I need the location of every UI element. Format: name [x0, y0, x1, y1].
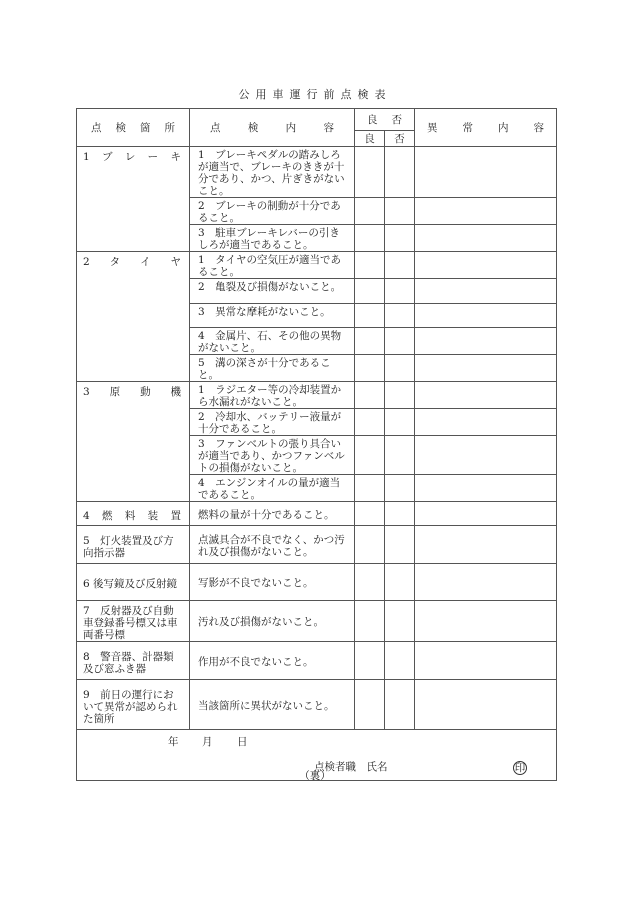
inspection-item: [77, 680, 190, 730]
abnormal-cell[interactable]: [415, 502, 557, 526]
abnormal-cell[interactable]: [415, 436, 557, 475]
pass-cell[interactable]: [355, 564, 385, 601]
fail-cell[interactable]: [385, 680, 415, 730]
pass-cell[interactable]: [355, 409, 385, 436]
abnormal-cell[interactable]: [415, 225, 557, 252]
inspection-content-text: 1 タイヤの空気圧が適当であること。: [198, 254, 341, 278]
inspection-content-text: 3 ファンベルトの張り具合いが適当であり、かつファンベルトの損傷がないこと。: [198, 438, 345, 474]
fail-cell[interactable]: [385, 147, 415, 198]
header-pass-fail-text: [355, 114, 414, 126]
inspection-item: [77, 642, 190, 680]
inspection-row: [77, 147, 557, 198]
item-label-part: レ: [124, 151, 136, 163]
inspection-content-text: 1 ブレーキペダルの踏みしろが適当で、ブレーキのききが十分であり、かつ、片ぎきがないこと。: [198, 149, 345, 197]
inspection-item: [77, 147, 190, 252]
abnormal-cell[interactable]: [415, 279, 557, 304]
inspection-content-text: 点滅具合が不良でなく、かつ汚れ及び損傷がないこと。: [198, 533, 345, 558]
inspection-content: [190, 475, 355, 502]
header-char: 容: [323, 121, 334, 134]
inspection-content-text: 燃料の量が十分であること。: [198, 508, 335, 521]
header-content: [190, 109, 355, 147]
fail-cell[interactable]: [385, 502, 415, 526]
month-field[interactable]: 月: [202, 736, 213, 748]
inspection-item-label: 7 反射器及び自動車登録番号標又は車両番号標: [83, 605, 178, 641]
form-title: 公用車運行前点検表: [238, 88, 392, 101]
abnormal-cell[interactable]: [415, 252, 557, 279]
inspection-content: [190, 355, 355, 382]
inspection-content: [190, 502, 355, 526]
fail-cell[interactable]: [385, 328, 415, 355]
inspection-content-text: 当該箇所に異状がないこと。: [198, 699, 335, 712]
item-label-part: 装: [147, 509, 159, 522]
inspection-content-text: 汚れ及び損傷がないこと。: [198, 616, 324, 628]
abnormal-cell[interactable]: [415, 564, 557, 601]
inspection-content: [190, 147, 355, 198]
abnormal-cell[interactable]: [415, 642, 557, 680]
inspection-item: [77, 601, 190, 642]
inspection-row: [77, 502, 557, 526]
fail-cell[interactable]: [385, 526, 415, 564]
item-label-part: 機: [170, 386, 181, 398]
pass-cell[interactable]: [355, 502, 385, 526]
pass-cell[interactable]: [355, 252, 385, 279]
inspection-content: [190, 642, 355, 680]
abnormal-cell[interactable]: [415, 382, 557, 409]
inspection-content-text: 1 ラジエター等の冷却装置から水漏れがないこと。: [198, 384, 342, 408]
fail-cell[interactable]: [385, 409, 415, 436]
inspection-content: [190, 601, 355, 642]
inspection-item-label: [83, 256, 183, 268]
inspection-item-label: 9 前日の運行において異常が認められた箇所: [83, 688, 178, 725]
fail-cell[interactable]: [385, 436, 415, 475]
inspection-content-text: 4 金属片、石、その他の異物がないこと。: [198, 330, 342, 354]
pass-cell[interactable]: [355, 304, 385, 328]
inspection-content: [190, 680, 355, 730]
abnormal-cell[interactable]: [415, 409, 557, 436]
inspection-content-text: 2 亀裂及び損傷がないこと。: [198, 281, 342, 293]
item-label-part: 1: [83, 151, 90, 163]
fail-cell[interactable]: [385, 198, 415, 225]
fail-cell[interactable]: [385, 279, 415, 304]
inspection-row: [77, 252, 557, 279]
abnormal-cell[interactable]: [415, 304, 557, 328]
item-label-part: 2: [83, 256, 90, 268]
item-label-part: タ: [109, 256, 121, 268]
inspection-row: [77, 382, 557, 409]
fail-cell[interactable]: [385, 304, 415, 328]
inspection-content: [190, 279, 355, 304]
header-char: 内: [285, 121, 297, 134]
abnormal-cell[interactable]: [415, 601, 557, 642]
inspection-row: [77, 680, 557, 730]
fail-cell[interactable]: [385, 355, 415, 382]
fail-cell[interactable]: [385, 475, 415, 502]
inspection-content: [190, 198, 355, 225]
pass-cell[interactable]: [355, 680, 385, 730]
inspection-item-label: [83, 386, 183, 398]
inspection-item-label: 8 警音器、計器類及び窓ふき器: [83, 650, 174, 675]
header-char: 内: [498, 121, 509, 134]
pass-cell[interactable]: [355, 382, 385, 409]
fail-cell[interactable]: [385, 225, 415, 252]
header-fail: 否: [385, 131, 415, 147]
abnormal-cell[interactable]: [415, 680, 557, 730]
inspection-content: [190, 409, 355, 436]
inspection-row: [77, 601, 557, 642]
day-field[interactable]: 日: [237, 736, 248, 748]
seal-mark: 印: [514, 761, 526, 774]
inspection-content: [190, 225, 355, 252]
inspection-content-text: 5 溝の深さが十分であること。: [198, 357, 331, 381]
inspection-item: [77, 382, 190, 502]
inspection-content: [190, 564, 355, 601]
pass-cell[interactable]: [355, 147, 385, 198]
header-pass-fail: [355, 109, 415, 131]
fail-cell[interactable]: [385, 382, 415, 409]
inspector-name-field[interactable]: 点検者職 氏名: [314, 761, 388, 773]
inspection-row: [77, 642, 557, 680]
item-label-part: イ: [140, 256, 151, 268]
item-label-part: ー: [147, 151, 159, 163]
header-abnormal: [415, 109, 557, 147]
fail-cell[interactable]: [385, 601, 415, 642]
inspection-content: [190, 328, 355, 355]
pass-cell[interactable]: [355, 526, 385, 564]
header-char: 箇: [140, 121, 151, 134]
item-label-part: 動: [140, 386, 151, 398]
fail-cell[interactable]: [385, 252, 415, 279]
pass-cell[interactable]: [355, 279, 385, 304]
header-char: 容: [533, 121, 544, 134]
inspection-content: [190, 436, 355, 475]
inspection-content-text: 3 異常な摩耗がないこと。: [198, 306, 331, 318]
pass-cell[interactable]: [355, 436, 385, 475]
fail-cell[interactable]: [385, 564, 415, 601]
inspection-content-text: 2 冷却水、バッテリー液量が十分であること。: [198, 411, 342, 435]
inspection-content: [190, 252, 355, 279]
inspection-item: [77, 252, 190, 382]
abnormal-cell[interactable]: [415, 198, 557, 225]
header-char: 点: [210, 121, 221, 134]
abnormal-cell[interactable]: [415, 328, 557, 355]
header-char: 常: [462, 121, 473, 134]
header-char: 否: [391, 113, 402, 126]
inspection-content: [190, 304, 355, 328]
header-char: 良: [367, 113, 378, 126]
abnormal-cell[interactable]: [415, 355, 557, 382]
item-label-part: 置: [170, 509, 181, 522]
header-location: [77, 109, 190, 147]
inspection-table: [76, 108, 557, 781]
item-label-part: ヤ: [170, 256, 181, 268]
pass-cell[interactable]: [355, 642, 385, 680]
abnormal-cell[interactable]: [415, 475, 557, 502]
inspection-item: [77, 526, 190, 564]
pass-cell[interactable]: [355, 328, 385, 355]
pass-cell[interactable]: [355, 225, 385, 252]
item-label-part: 4: [83, 509, 90, 522]
inspection-item-label: [83, 510, 183, 522]
item-label-part: ブ: [102, 151, 113, 163]
pass-cell[interactable]: [355, 198, 385, 225]
year-field[interactable]: 年: [168, 736, 179, 748]
item-label-part: 料: [124, 509, 136, 522]
inspection-content: [190, 382, 355, 409]
inspection-content-text: 写影が不良でないこと。: [198, 577, 314, 589]
item-label-part: 3: [83, 386, 90, 398]
inspection-item: [77, 502, 190, 526]
abnormal-cell[interactable]: [415, 526, 557, 564]
inspection-item-label: [83, 151, 183, 163]
header-pass: 良: [355, 131, 385, 147]
header-location-text: [77, 122, 189, 134]
inspection-content-text: 作用が不良でないこと。: [198, 655, 314, 668]
header-char: 検: [115, 121, 126, 134]
back-side-label: （裏）: [299, 770, 331, 782]
inspection-item-label: 6 後写鏡及び反射鏡: [83, 578, 178, 590]
fail-cell[interactable]: [385, 642, 415, 680]
inspection-item-label: 5 灯火装置及び方向指示器: [83, 534, 174, 559]
item-label-part: 原: [109, 386, 121, 398]
inspection-row: [77, 526, 557, 564]
header-char: 異: [427, 121, 438, 134]
item-label-part: 燃: [102, 509, 113, 522]
inspection-item: [77, 564, 190, 601]
pass-cell[interactable]: [355, 355, 385, 382]
pass-cell[interactable]: [355, 475, 385, 502]
inspection-content-text: 2 ブレーキの制動が十分であること。: [198, 200, 341, 224]
header-char: 検: [247, 121, 259, 134]
inspection-content-text: 3 駐車ブレーキレバーの引きしろが適当であること。: [198, 227, 340, 251]
header-char: 点: [91, 121, 102, 134]
item-label-part: キ: [170, 151, 181, 163]
inspection-content: [190, 526, 355, 564]
header-char: 所: [164, 121, 175, 134]
header-abnormal-text: [415, 122, 556, 134]
inspection-row: [77, 564, 557, 601]
inspection-content-text: 4 エンジンオイルの量が適当であること。: [198, 477, 341, 501]
pass-cell[interactable]: [355, 601, 385, 642]
abnormal-cell[interactable]: [415, 147, 557, 198]
header-content-text: [190, 122, 354, 134]
